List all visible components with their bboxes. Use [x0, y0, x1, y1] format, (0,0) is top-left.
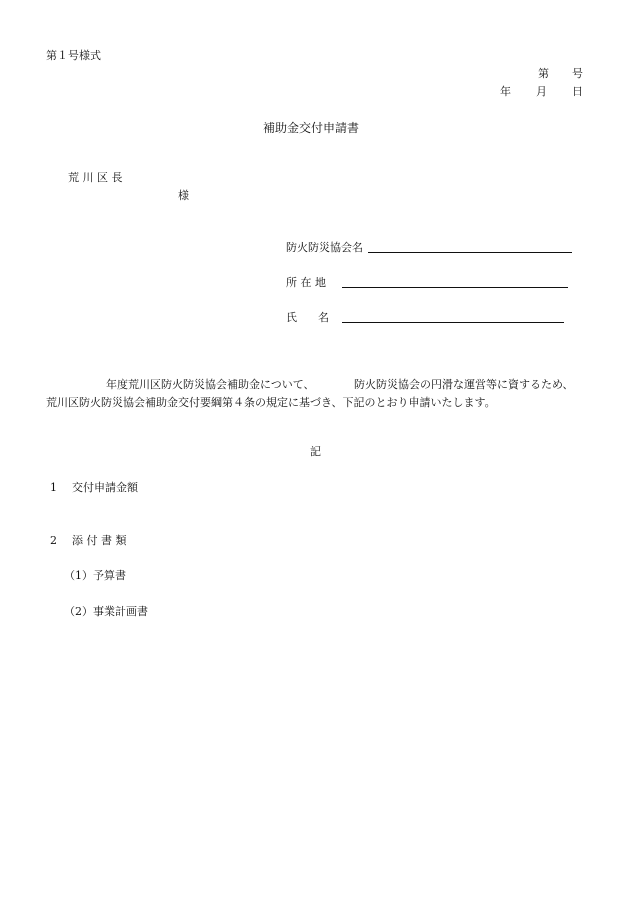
name-label-2: 名: [318, 311, 329, 324]
body-line2: 荒川区防火防災協会補助金交付要綱第４条の規定に基づき、下記のとおり申請いたします。: [46, 396, 496, 409]
date-year: 年: [500, 85, 511, 98]
doc-number-label: 第: [538, 67, 549, 80]
association-name-label: 防火防災協会名: [286, 241, 363, 254]
item1-number: 1: [50, 481, 57, 494]
sub-item-1: （1）予算書: [64, 569, 126, 582]
sub-item-2: （2）事業計画書: [64, 605, 148, 618]
body-line1-part1: 年度荒川区防火防災協会補助金について、: [106, 378, 315, 391]
body-line1-part2: 防火防災協会の円滑な運営等に資するため、: [354, 378, 574, 391]
item2-number: 2: [50, 534, 57, 547]
addressee-honorific: 様: [178, 189, 189, 202]
form-number: 第１号様式: [46, 49, 101, 62]
ki-heading: 記: [310, 445, 321, 458]
item1-label: 交付申請金額: [72, 481, 138, 494]
location-underline: [342, 287, 568, 288]
date-month: 月: [536, 85, 547, 98]
item2-label: 添 付 書 類: [72, 534, 127, 547]
doc-number-suffix: 号: [572, 67, 583, 80]
name-underline: [342, 322, 564, 323]
name-label-1: 氏: [286, 311, 297, 324]
association-name-underline: [368, 252, 572, 253]
date-day: 日: [572, 85, 583, 98]
document-title: 補助金交付申請書: [263, 121, 360, 135]
location-label: 所 在 地: [286, 276, 326, 289]
addressee-name: 荒 川 区 長: [68, 171, 123, 184]
